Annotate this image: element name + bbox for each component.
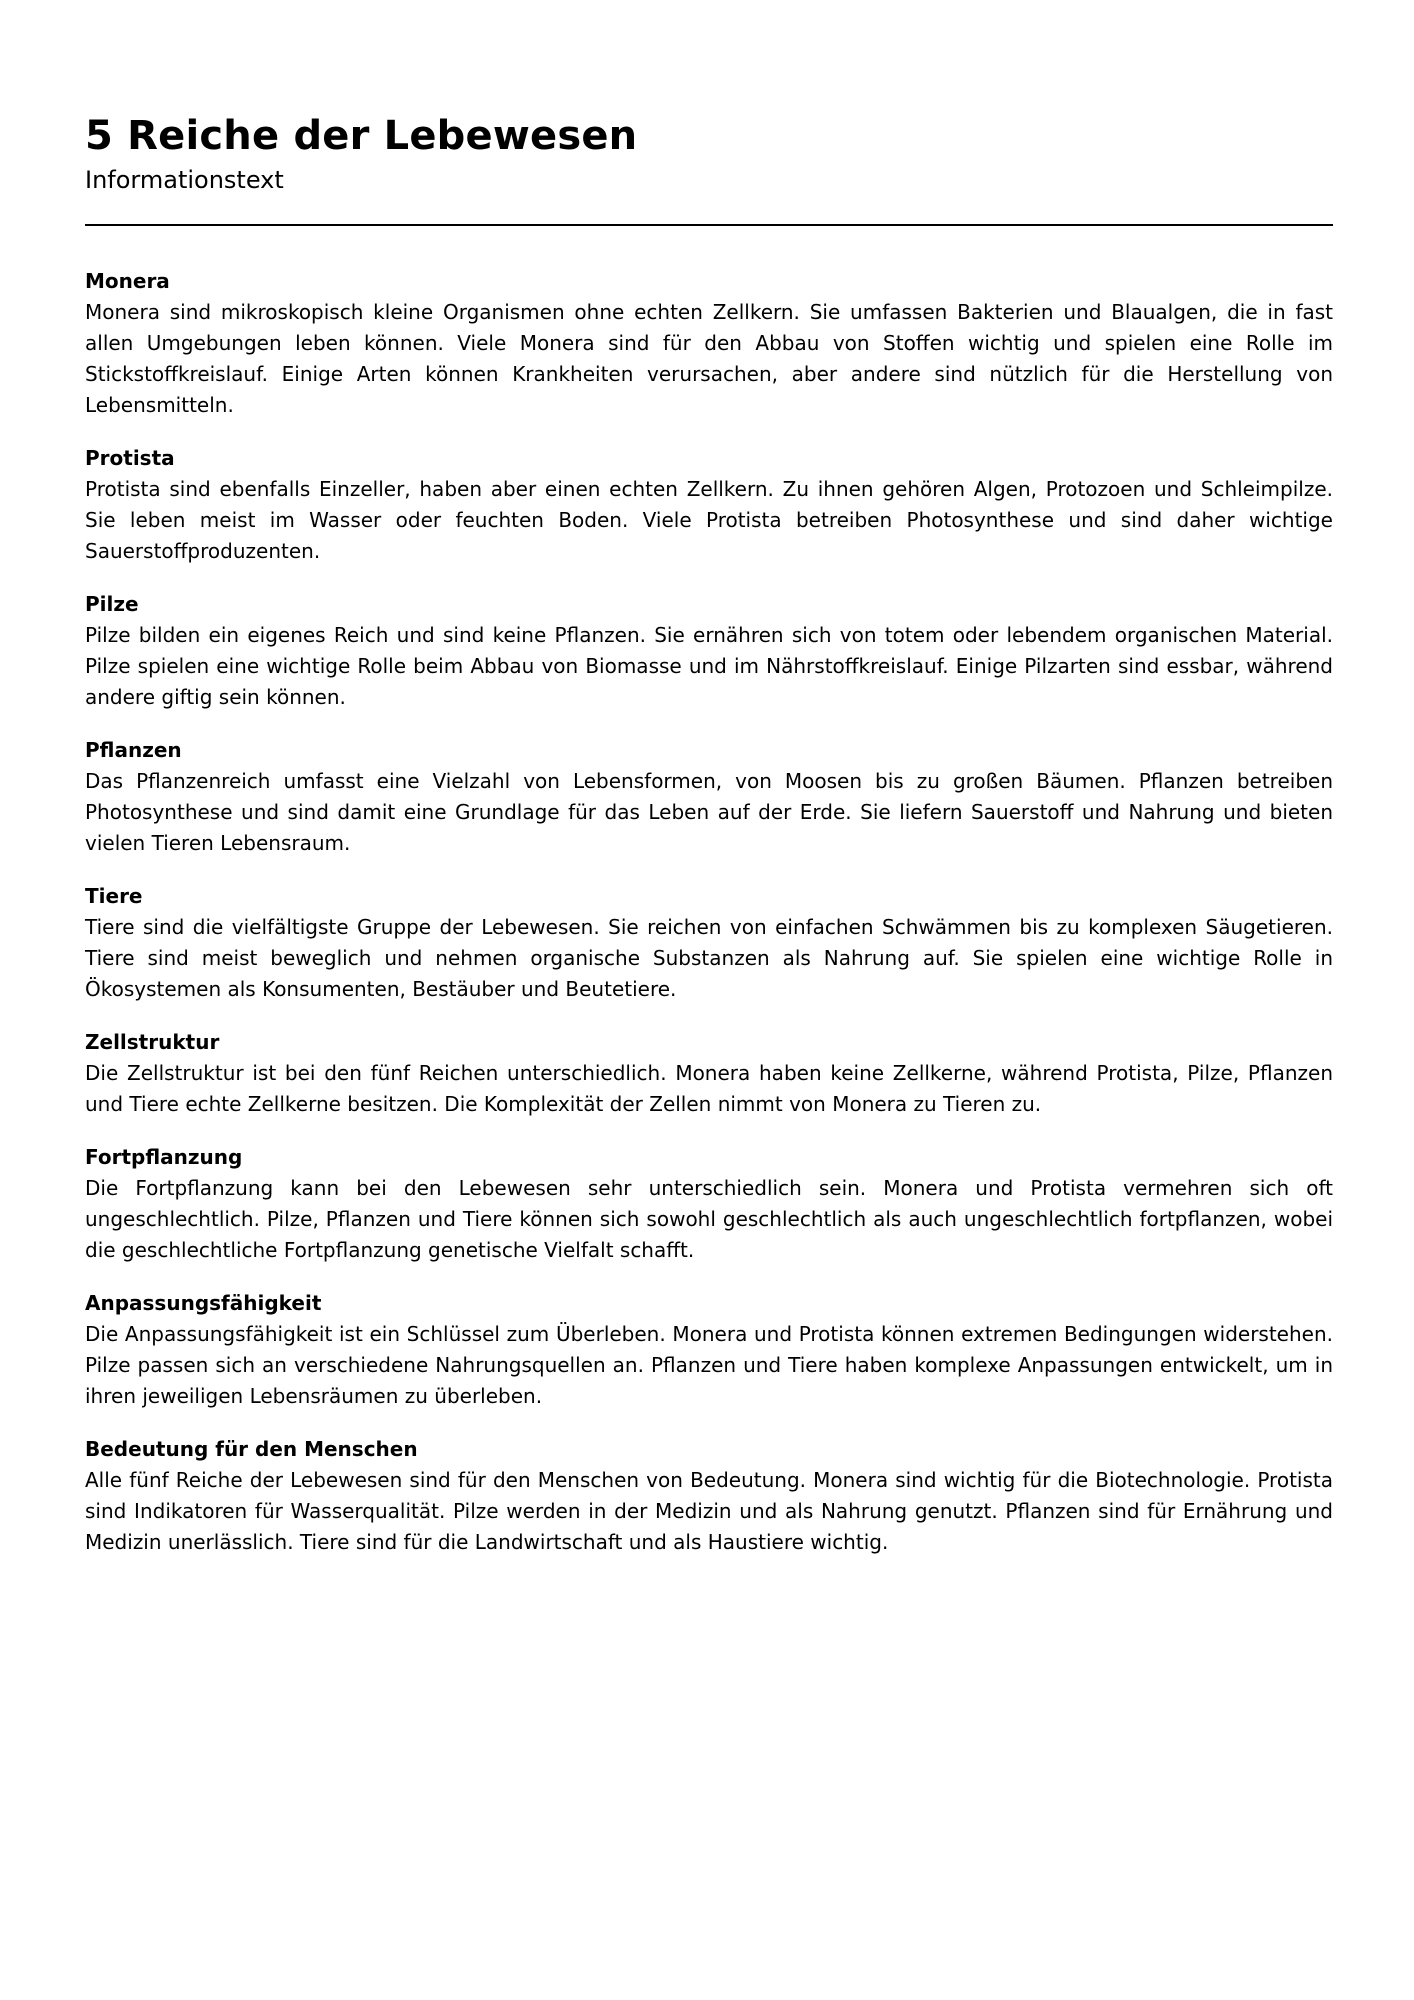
section-heading: Pilze — [85, 592, 139, 616]
section-heading: Protista — [85, 446, 175, 470]
section-heading: Zellstruktur — [85, 1030, 220, 1054]
section-heading: Pflanzen — [85, 738, 182, 762]
section-tiere — [85, 881, 1333, 1005]
section-pilze — [85, 589, 1333, 713]
section-text: Die Fortpflanzung kann bei den Lebewesen sehr unterschiedlich sein. Monera und Protista vermehren sich oft ungeschlechtlich. Pilze, Pflanzen und Tiere können sich sowohl geschlechtlich als auch ungeschlechtlich fortpflanzen, wobei die geschlechtliche Fortpflanzung genetische Vielfalt schafft. — [85, 1176, 1333, 1262]
section-pflanzen — [85, 735, 1333, 859]
section-anpassungsfaehigkeit — [85, 1288, 1333, 1412]
section-heading: Bedeutung für den Menschen — [85, 1437, 418, 1461]
header-divider — [85, 224, 1333, 226]
section-text: Tiere sind die vielfältigste Gruppe der Lebewesen. Sie reichen von einfachen Schwämmen bis zu komplexen Säugetieren. Tiere sind meist beweglich und nehmen organische Substanzen als Nahrung auf. Sie spielen eine wichtige Rolle in Ökosystemen als Konsumenten, Bestäuber und Beutetiere. — [85, 915, 1333, 1001]
section-bedeutung-fuer-den-menschen — [85, 1434, 1333, 1558]
page-title: 5 Reiche der Lebewesen — [85, 113, 638, 159]
document-page — [85, 108, 1333, 1580]
section-text: Die Zellstruktur ist bei den fünf Reichen unterschiedlich. Monera haben keine Zellkerne, während Protista, Pilze, Pflanzen und Tiere echte Zellkerne besitzen. Die Komplexität der Zellen nimmt von Monera zu Tieren zu. — [85, 1061, 1333, 1116]
section-heading: Tiere — [85, 884, 143, 908]
section-heading: Anpassungsfähigkeit — [85, 1291, 322, 1315]
section-text: Die Anpassungsfähigkeit ist ein Schlüssel zum Überleben. Monera und Protista können extremen Bedingungen widerstehen. Pilze passen sich an verschiedene Nahrungsquellen an. Pflanzen und Tiere haben komplexe Anpassungen entwickelt, um in ihren jeweiligen Lebensräumen zu überleben. — [85, 1322, 1333, 1408]
section-text: Pilze bilden ein eigenes Reich und sind keine Pflanzen. Sie ernähren sich von totem oder lebendem organischen Material. Pilze spielen eine wichtige Rolle beim Abbau von Biomasse und im Nährstoffkreislauf. Einige Pilzarten sind essbar, während andere giftig sein können. — [85, 623, 1333, 709]
section-heading: Fortpflanzung — [85, 1145, 243, 1169]
section-text: Protista sind ebenfalls Einzeller, haben aber einen echten Zellkern. Zu ihnen gehören Algen, Protozoen und Schleimpilze. Sie leben meist im Wasser oder feuchten Boden. Viele Protista betreiben Photosynthese und sind daher wichtige Sauerstoffproduzenten. — [85, 477, 1333, 563]
page-subtitle: Informationstext — [85, 166, 284, 194]
section-protista — [85, 443, 1333, 567]
section-text: Alle fünf Reiche der Lebewesen sind für den Menschen von Bedeutung. Monera sind wichtig für die Biotechnologie. Protista sind Indikatoren für Wasserqualität. Pilze werden in der Medizin und als Nahrung genutzt. Pflanzen sind für Ernährung und Medizin unerlässlich. Tiere sind für die Landwirtschaft und als Haustiere wichtig. — [85, 1468, 1333, 1554]
section-text: Monera sind mikroskopisch kleine Organismen ohne echten Zellkern. Sie umfassen Bakterien und Blaualgen, die in fast allen Umgebungen leben können. Viele Monera sind für den Abbau von Stoffen wichtig und spielen eine Rolle im Stickstoffkreislauf. Einige Arten können Krankheiten verursachen, aber andere sind nützlich für die Herstellung von Lebensmitteln. — [85, 300, 1333, 417]
section-zellstruktur — [85, 1027, 1333, 1120]
section-text: Das Pflanzenreich umfasst eine Vielzahl von Lebensformen, von Moosen bis zu großen Bäumen. Pflanzen betreiben Photosynthese und sind damit eine Grundlage für das Leben auf der Erde. Sie liefern Sauerstoff und Nahrung und bieten vielen Tieren Lebensraum. — [85, 769, 1333, 855]
section-heading: Monera — [85, 269, 170, 293]
section-monera — [85, 266, 1333, 421]
section-fortpflanzung — [85, 1142, 1333, 1266]
